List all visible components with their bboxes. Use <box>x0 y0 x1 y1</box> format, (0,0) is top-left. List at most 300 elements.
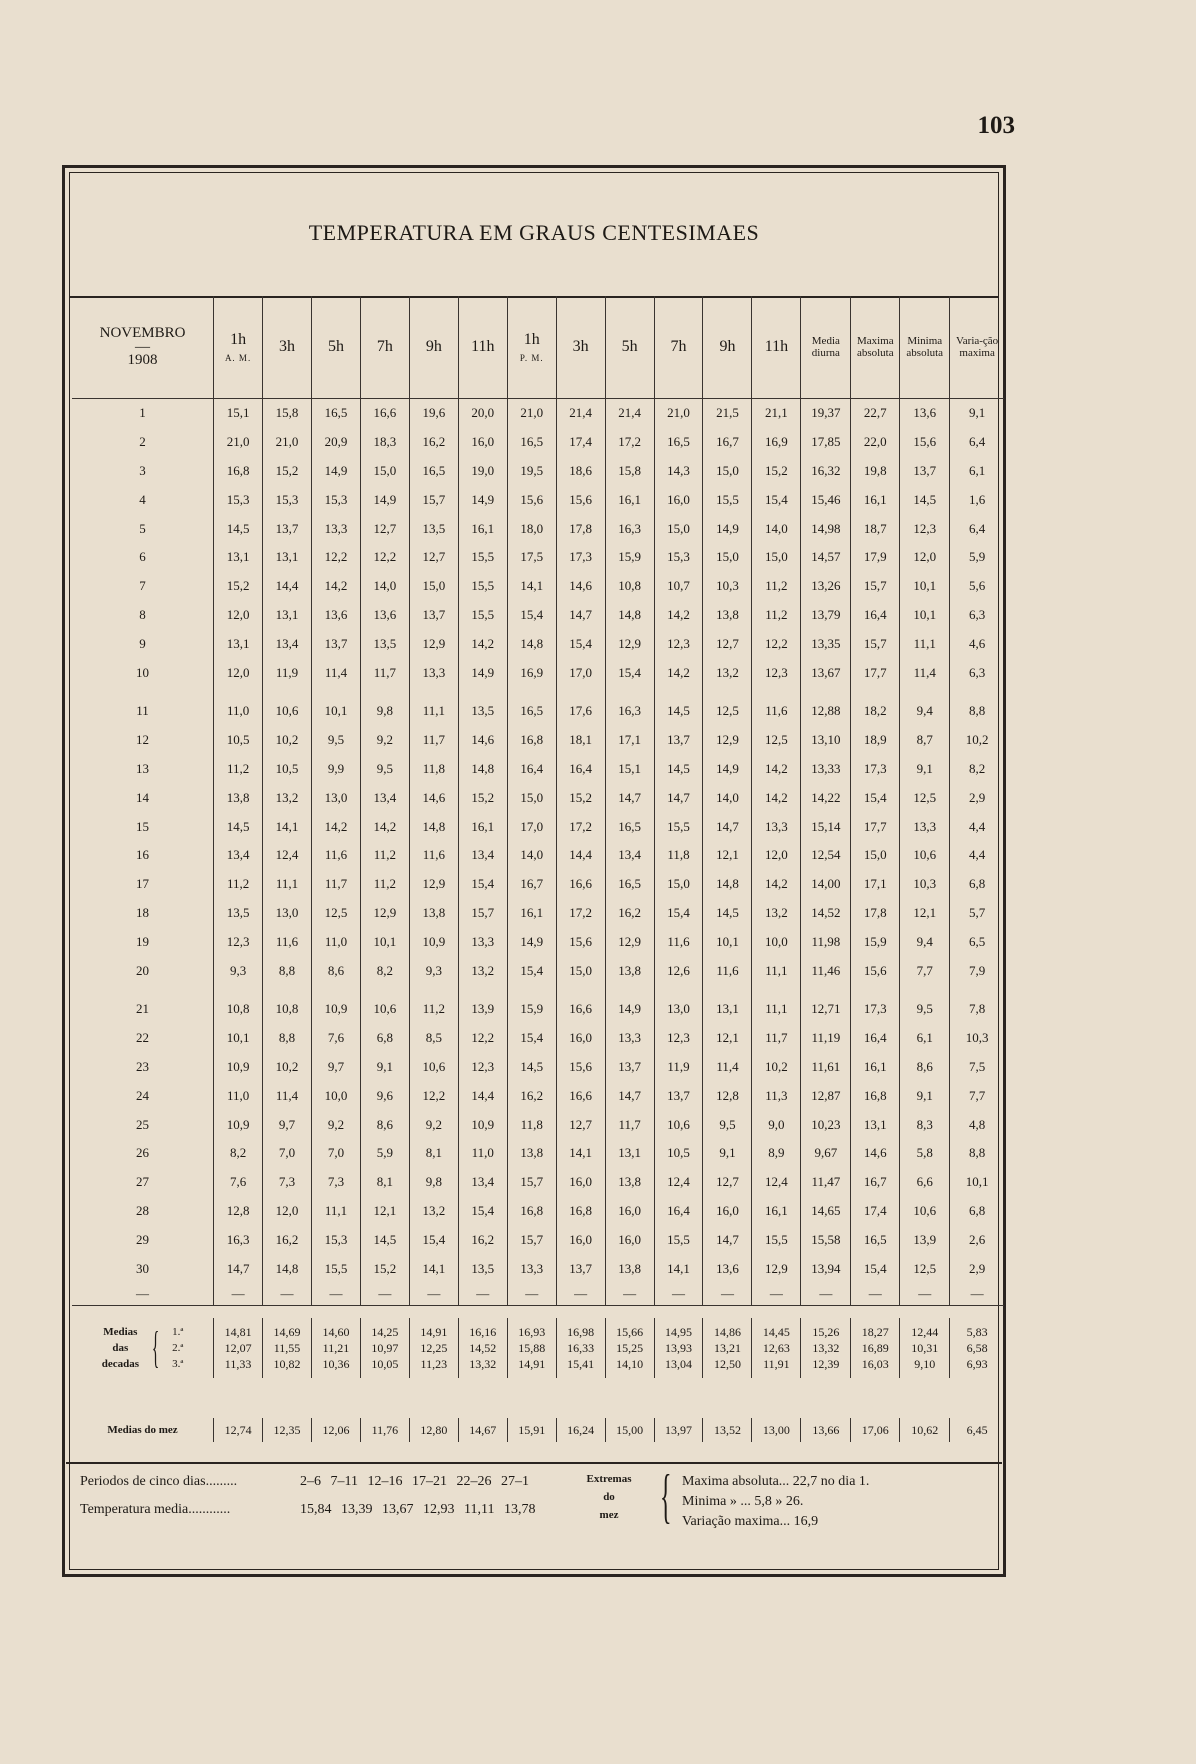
page-title: TEMPERATURA EM GRAUS CENTESIMAES <box>308 220 760 245</box>
decada-cell <box>801 1318 851 1378</box>
dash-cell: — <box>703 1283 752 1306</box>
value-cell: 16,4 <box>851 601 900 630</box>
decada-value: 14,91 <box>518 1357 546 1371</box>
hour-header: 3h <box>263 296 312 399</box>
value-cell: 14,6 <box>458 726 507 755</box>
value-cell: 16,0 <box>654 485 703 514</box>
decadas-label: Medias das decadas { 1.ª 2.ª 3.ª <box>72 1318 214 1378</box>
value-cell: 9,2 <box>360 726 409 755</box>
value-cell: 6,3 <box>968 606 986 622</box>
decada-cell <box>507 1318 556 1378</box>
value-cell: 15,14 <box>801 812 851 841</box>
value-cell: 12,0 <box>752 841 801 870</box>
value-cell: 8,8 <box>263 1024 312 1053</box>
value-cell: 12,5 <box>311 899 360 928</box>
value-cell: 15,5 <box>654 1225 703 1254</box>
table-row <box>72 1081 1004 1110</box>
value-cell: 17,8 <box>556 514 605 543</box>
value-cell: 10,3 <box>965 1030 989 1046</box>
dash-row <box>72 1283 1004 1306</box>
day-cell: 27 <box>72 1168 214 1197</box>
value-cell: 15,7 <box>851 572 900 601</box>
value-cell: 8,3 <box>900 1110 950 1139</box>
value-cell: 16,1 <box>458 514 507 543</box>
table-row <box>72 399 1004 428</box>
value-cell: 15,5 <box>458 601 507 630</box>
value-cell: 16,6 <box>556 870 605 899</box>
value-cell: 11,1 <box>752 995 801 1024</box>
value-cell: 15,1 <box>605 755 654 784</box>
value-cell: 16,0 <box>556 1024 605 1053</box>
value-cell: 13,3 <box>409 658 458 687</box>
table-row <box>72 1197 1004 1226</box>
table-row <box>72 1168 1004 1197</box>
value-cell: 9,6 <box>360 1081 409 1110</box>
value-cell: 15,9 <box>851 927 900 956</box>
value-cell: 11,6 <box>409 841 458 870</box>
dash-cell: — <box>263 1283 312 1306</box>
value-cell: 13,67 <box>801 658 851 687</box>
value-cell: 9,0 <box>752 1110 801 1139</box>
decada-value: 12,07 <box>224 1341 252 1355</box>
value-cell: 12,5 <box>752 726 801 755</box>
day-cell: 7 <box>72 572 214 601</box>
variacao-maxima-header: Varia-ção maxima <box>950 296 1004 399</box>
value-cell: 11,2 <box>214 870 263 899</box>
value-cell: 9,8 <box>409 1168 458 1197</box>
value-cell: 15,9 <box>507 995 556 1024</box>
value-cell: 15,0 <box>360 457 409 486</box>
value-cell: 16,9 <box>752 428 801 457</box>
value-cell: 10,1 <box>311 697 360 726</box>
mez-value: 12,80 <box>409 1418 458 1442</box>
value-cell: 14,7 <box>605 783 654 812</box>
hour-header: 1h P. M. <box>507 296 556 399</box>
decada-value: 13,21 <box>713 1341 741 1355</box>
value-cell: 15,3 <box>214 485 263 514</box>
value-cell: 14,2 <box>654 601 703 630</box>
value-cell: 14,9 <box>458 485 507 514</box>
value-cell: 13,8 <box>605 1168 654 1197</box>
value-cell: 15,6 <box>556 1053 605 1082</box>
value-cell: 13,79 <box>801 601 851 630</box>
value-cell: 15,2 <box>458 783 507 812</box>
summary-table <box>72 1318 1004 1442</box>
value-cell: 12,7 <box>409 543 458 572</box>
value-cell: 15,4 <box>851 1254 900 1283</box>
value-cell: 13,1 <box>703 995 752 1024</box>
value-cell: 18,9 <box>851 726 900 755</box>
value-cell: 10,9 <box>458 1110 507 1139</box>
value-cell: 7,6 <box>311 1024 360 1053</box>
decade-gap <box>72 985 1004 995</box>
value-cell: 12,9 <box>605 927 654 956</box>
value-cell: 12,71 <box>801 995 851 1024</box>
value-cell: 14,7 <box>605 1081 654 1110</box>
bottom-divider <box>66 1462 1002 1464</box>
table-row <box>72 755 1004 784</box>
table-row <box>72 1053 1004 1082</box>
value-cell: 15,0 <box>409 572 458 601</box>
value-cell: 10,1 <box>214 1024 263 1053</box>
value-cell: 10,1 <box>965 1174 989 1190</box>
value-cell: 6,8 <box>360 1024 409 1053</box>
hour-header: 7h <box>360 296 409 399</box>
decada-cell <box>851 1318 900 1378</box>
value-cell: 14,57 <box>801 543 851 572</box>
value-cell: 14,5 <box>654 697 703 726</box>
value-cell: 16,2 <box>263 1225 312 1254</box>
value-cell: 8,7 <box>900 726 950 755</box>
value-cell: 17,2 <box>605 428 654 457</box>
day-cell: 12 <box>72 726 214 755</box>
extremas-variacao: Variação maxima... 16,9 <box>682 1514 819 1529</box>
decada-value: 11,23 <box>420 1357 448 1371</box>
decada-cell <box>556 1318 605 1378</box>
decadas-brace: { <box>151 1323 160 1372</box>
day-cell: 10 <box>72 658 214 687</box>
decada-value: 10,97 <box>371 1341 399 1355</box>
value-cell: 10,2 <box>965 732 989 748</box>
value-cell: 14,9 <box>458 658 507 687</box>
hour-header: 11h <box>752 296 801 399</box>
value-cell: 13,5 <box>409 514 458 543</box>
value-cell: 11,19 <box>801 1024 851 1053</box>
value-cell: 8,5 <box>409 1024 458 1053</box>
value-cell: 15,2 <box>360 1254 409 1283</box>
value-cell: 18,1 <box>556 726 605 755</box>
hour-header: 9h <box>409 296 458 399</box>
value-cell: 10,5 <box>263 755 312 784</box>
value-cell: 16,7 <box>851 1168 900 1197</box>
value-cell: 17,3 <box>851 755 900 784</box>
value-cell: 15,3 <box>654 543 703 572</box>
value-cell: 6,8 <box>968 876 986 892</box>
value-cell: 14,2 <box>752 870 801 899</box>
value-cell: 12,4 <box>654 1168 703 1197</box>
value-cell: 14,4 <box>458 1081 507 1110</box>
value-cell: 15,5 <box>703 485 752 514</box>
value-cell: 13,2 <box>458 956 507 985</box>
value-cell: 10,8 <box>214 995 263 1024</box>
value-cell: 14,5 <box>900 485 950 514</box>
value-cell: 10,6 <box>900 841 950 870</box>
value-cell: 15,6 <box>507 485 556 514</box>
value-cell: 10,1 <box>360 927 409 956</box>
day-cell: 22 <box>72 1024 214 1053</box>
value-cell: 7,0 <box>263 1139 312 1168</box>
day-cell: 3 <box>72 457 214 486</box>
table-row <box>72 1110 1004 1139</box>
value-cell: 16,8 <box>507 726 556 755</box>
value-cell: 14,0 <box>752 514 801 543</box>
value-cell: 7,5 <box>968 1058 986 1074</box>
value-cell: 9,5 <box>311 726 360 755</box>
value-cell: 13,3 <box>311 514 360 543</box>
value-cell: 15,7 <box>507 1168 556 1197</box>
decada-value: 5,83 <box>966 1325 988 1339</box>
table-row <box>72 485 1004 514</box>
header-row <box>72 296 1004 399</box>
value-cell: 14,5 <box>654 755 703 784</box>
value-cell: 12,1 <box>900 899 950 928</box>
decada-value: 12,44 <box>911 1325 939 1339</box>
value-cell: 13,94 <box>801 1254 851 1283</box>
table-row <box>72 812 1004 841</box>
table-row <box>72 927 1004 956</box>
table-row <box>72 629 1004 658</box>
value-cell: 10,23 <box>801 1110 851 1139</box>
value-cell: 15,7 <box>507 1225 556 1254</box>
value-cell: 12,2 <box>752 629 801 658</box>
value-cell: 6,1 <box>900 1024 950 1053</box>
value-cell: 11,98 <box>801 927 851 956</box>
decada-cell <box>605 1318 654 1378</box>
value-cell: 13,4 <box>214 841 263 870</box>
value-cell: 22,0 <box>851 428 900 457</box>
value-cell: 8,2 <box>968 760 986 776</box>
value-cell: 12,88 <box>801 697 851 726</box>
mez-value: 10,62 <box>900 1418 950 1442</box>
day-cell: 18 <box>72 899 214 928</box>
value-cell: 16,4 <box>507 755 556 784</box>
value-cell: 5,8 <box>900 1139 950 1168</box>
value-cell: 19,37 <box>801 399 851 428</box>
value-cell: 14,9 <box>703 514 752 543</box>
value-cell: 11,7 <box>605 1110 654 1139</box>
value-cell: 14,1 <box>556 1139 605 1168</box>
decadas-row <box>72 1318 1004 1378</box>
value-cell: 19,6 <box>409 399 458 428</box>
value-cell: 16,4 <box>654 1197 703 1226</box>
decada-value: 14,91 <box>420 1325 448 1339</box>
value-cell: 11,1 <box>409 697 458 726</box>
value-cell: 11,6 <box>703 956 752 985</box>
value-cell: 10,3 <box>900 870 950 899</box>
decada-value: 14,86 <box>713 1325 741 1339</box>
value-cell: 8,6 <box>311 956 360 985</box>
value-cell: 9,3 <box>409 956 458 985</box>
value-cell: 11,4 <box>703 1053 752 1082</box>
value-cell: 20,9 <box>311 428 360 457</box>
value-cell: 5,7 <box>968 904 986 920</box>
value-cell: 9,2 <box>311 1110 360 1139</box>
value-cell: 14,5 <box>507 1053 556 1082</box>
value-cell: 7,8 <box>968 1001 986 1017</box>
value-cell: 9,7 <box>263 1110 312 1139</box>
hour-header: 5h <box>605 296 654 399</box>
value-cell: 10,6 <box>263 697 312 726</box>
media-diurna-header: Media diurna <box>801 296 851 399</box>
dash-cell: — <box>409 1283 458 1306</box>
value-cell: 16,1 <box>605 485 654 514</box>
value-cell: 15,6 <box>900 428 950 457</box>
value-cell: 16,1 <box>851 485 900 514</box>
decada-value: 16,98 <box>567 1325 595 1339</box>
value-cell: 8,2 <box>360 956 409 985</box>
day-cell: 29 <box>72 1225 214 1254</box>
value-cell: 9,4 <box>900 927 950 956</box>
value-cell: 14,9 <box>703 755 752 784</box>
value-cell: 18,6 <box>556 457 605 486</box>
value-cell: 21,0 <box>214 428 263 457</box>
page-number: 103 <box>977 112 1015 139</box>
value-cell: 15,0 <box>654 514 703 543</box>
value-cell: 8,9 <box>752 1139 801 1168</box>
value-cell: 7,6 <box>214 1168 263 1197</box>
value-cell: 15,5 <box>458 543 507 572</box>
value-cell: 16,8 <box>851 1081 900 1110</box>
mez-value: 13,97 <box>654 1418 703 1442</box>
value-cell: 10,0 <box>311 1081 360 1110</box>
extremas-minima: Minima » ... 5,8 » 26. <box>682 1494 804 1509</box>
value-cell: 16,0 <box>703 1197 752 1226</box>
decada-cell <box>703 1318 752 1378</box>
value-cell: 11,2 <box>214 755 263 784</box>
decada-value: 10,31 <box>911 1341 939 1355</box>
value-cell: 13,6 <box>703 1254 752 1283</box>
table-row <box>72 1139 1004 1168</box>
value-cell: 12,0 <box>900 543 950 572</box>
decada-value: 13,93 <box>665 1341 693 1355</box>
day-cell: 14 <box>72 783 214 812</box>
value-cell: 14,0 <box>360 572 409 601</box>
value-cell: 9,2 <box>409 1110 458 1139</box>
value-cell: 13,7 <box>263 514 312 543</box>
day-cell: 4 <box>72 485 214 514</box>
value-cell: 17,85 <box>801 428 851 457</box>
value-cell: 6,5 <box>968 933 986 949</box>
value-cell: 16,5 <box>409 457 458 486</box>
value-cell: 10,8 <box>263 995 312 1024</box>
decada-value: 16,93 <box>518 1325 546 1339</box>
value-cell: 15,3 <box>263 485 312 514</box>
value-cell: 16,6 <box>556 1081 605 1110</box>
value-cell: 13,7 <box>311 629 360 658</box>
value-cell: 14,1 <box>263 812 312 841</box>
value-cell: 14,7 <box>214 1254 263 1283</box>
temperatura-media-label: Temperatura media............ <box>80 1502 231 1517</box>
value-cell: 9,1 <box>900 1081 950 1110</box>
value-cell: 12,3 <box>654 629 703 658</box>
value-cell: 9,1 <box>900 755 950 784</box>
value-cell: 12,4 <box>263 841 312 870</box>
decada-value: 14,25 <box>371 1325 399 1339</box>
value-cell: 14,4 <box>263 572 312 601</box>
value-cell: 15,4 <box>458 1197 507 1226</box>
value-cell: 17,9 <box>851 543 900 572</box>
day-cell: 13 <box>72 755 214 784</box>
table-row <box>72 572 1004 601</box>
value-cell: 2,9 <box>968 1260 986 1276</box>
value-cell: 13,6 <box>900 399 950 428</box>
decada-value: 14,69 <box>273 1325 301 1339</box>
value-cell: 14,7 <box>703 1225 752 1254</box>
table-row <box>72 428 1004 457</box>
value-cell: 13,1 <box>263 601 312 630</box>
table-body <box>72 399 1004 1306</box>
value-cell: 16,7 <box>507 870 556 899</box>
value-cell: 12,1 <box>703 841 752 870</box>
value-cell: 12,54 <box>801 841 851 870</box>
value-cell: 17,2 <box>556 899 605 928</box>
value-cell: 15,0 <box>703 543 752 572</box>
value-cell: 9,1 <box>703 1139 752 1168</box>
value-cell: 13,3 <box>507 1254 556 1283</box>
value-cell: 20,0 <box>458 399 507 428</box>
decada-value: 13,04 <box>665 1357 693 1371</box>
value-cell: 10,6 <box>360 995 409 1024</box>
hour-header: 5h <box>311 296 360 399</box>
value-cell: 11,4 <box>263 1081 312 1110</box>
hour-header: 3h <box>556 296 605 399</box>
value-cell: 15,0 <box>851 841 900 870</box>
value-cell: 13,7 <box>605 1053 654 1082</box>
value-cell: 16,0 <box>556 1168 605 1197</box>
value-cell: 14,2 <box>458 629 507 658</box>
value-cell: 15,0 <box>507 783 556 812</box>
value-cell: 13,0 <box>654 995 703 1024</box>
decada-value: 14,81 <box>224 1325 252 1339</box>
decada-value: 15,66 <box>616 1325 644 1339</box>
value-cell: 11,1 <box>311 1197 360 1226</box>
value-cell: 17,1 <box>851 870 900 899</box>
decada-value: 15,26 <box>812 1325 840 1339</box>
value-cell: 11,9 <box>654 1053 703 1082</box>
day-cell: 8 <box>72 601 214 630</box>
table-row <box>72 1254 1004 1283</box>
mez-value: 11,76 <box>360 1418 409 1442</box>
value-cell: 17,7 <box>851 658 900 687</box>
value-cell: 17,0 <box>507 812 556 841</box>
value-cell: 18,3 <box>360 428 409 457</box>
value-cell: 12,0 <box>263 1197 312 1226</box>
value-cell: 13,2 <box>409 1197 458 1226</box>
value-cell: 21,5 <box>703 399 752 428</box>
value-cell: 15,3 <box>311 1225 360 1254</box>
value-cell: 14,2 <box>752 755 801 784</box>
value-cell: 8,8 <box>968 703 986 719</box>
value-cell: 9,8 <box>360 697 409 726</box>
value-cell: 17,5 <box>507 543 556 572</box>
dash-cell: — <box>654 1283 703 1306</box>
day-cell: 25 <box>72 1110 214 1139</box>
value-cell: 8,2 <box>214 1139 263 1168</box>
value-cell: 10,9 <box>311 995 360 1024</box>
value-cell: 13,3 <box>458 927 507 956</box>
value-cell: 11,7 <box>311 870 360 899</box>
value-cell: 15,0 <box>703 457 752 486</box>
extremas-label: Extremas do mez <box>586 1473 632 1521</box>
value-cell: 11,8 <box>409 755 458 784</box>
value-cell: 12,87 <box>801 1081 851 1110</box>
value-cell: 16,4 <box>851 1024 900 1053</box>
value-cell: 17,7 <box>851 812 900 841</box>
value-cell: 21,0 <box>654 399 703 428</box>
value-cell: 11,0 <box>214 697 263 726</box>
mez-value: 6,45 <box>966 1422 988 1437</box>
value-cell: 15,6 <box>851 956 900 985</box>
table-row <box>72 543 1004 572</box>
value-cell: 13,8 <box>605 1254 654 1283</box>
value-cell: 10,2 <box>263 726 312 755</box>
decada-cell <box>409 1318 458 1378</box>
day-cell: 17 <box>72 870 214 899</box>
value-cell: 11,1 <box>900 629 950 658</box>
value-cell: 14,8 <box>263 1254 312 1283</box>
value-cell: 12,0 <box>214 601 263 630</box>
value-cell: 18,7 <box>851 514 900 543</box>
